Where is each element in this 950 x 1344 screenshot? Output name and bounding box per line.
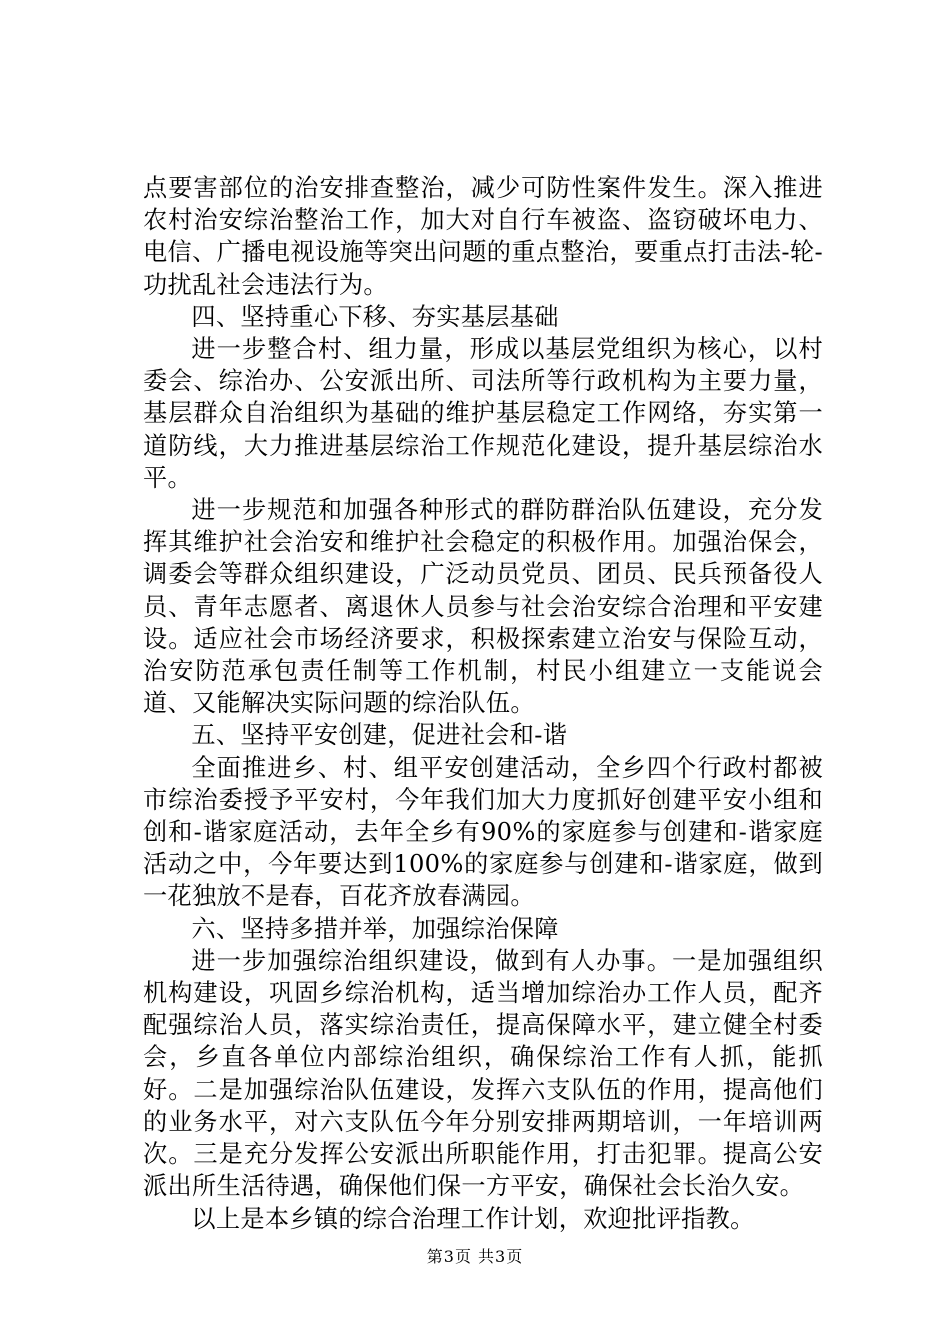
paragraph: 进一步加强综治组织建设，做到有人办事。一是加强组织机构建设，巩固乡综治机构，适当增加综治办工作人员，配齐配强综治人员，落实综治责任，提高保障水平，建立健全村委会，乡直各单位内部综治组织，确保综治工作有人抓，能抓好。二是加强综治队伍建设，发挥六支队伍的作用，提高他们的业务水平，对六支队伍今年分别安排两期培训，一年培训两次。三是充分发挥公安派出所职能作用，打击犯罪。提高公安派出所生活待遇，确保他们保一方平安，确保社会长治久安。 (143, 946, 823, 1201)
section-heading-6: 六、坚持多措并举，加强综治保障 (191, 914, 559, 943)
closing-paragraph: 以上是本乡镇的综合治理工作计划，欢迎批评指教。 (191, 1204, 755, 1233)
paragraph-continuation: 点要害部位的治安排查整治，减少可防性案件发生。深入推进农村治安综治整治工作，加大对自行车被盗、盗窃破坏电力、电信、广播电视设施等突出问题的重点整治，要重点打击法-轮-功扰乱社会违法行为。 (143, 174, 823, 299)
document-body (143, 172, 823, 1235)
section-heading-4: 四、坚持重心下移、夯实基层基础 (191, 302, 559, 331)
paragraph: 进一步整合村、组力量，形成以基层党组织为核心，以村委会、综治办、公安派出所、司法所等行政机构为主要力量，基层群众自治组织为基础的维护基层稳定工作网络，夯实第一道防线，大力推进基层综治工作规范化建设，提升基层综治水平。 (143, 335, 823, 492)
paragraph: 全面推进乡、村、组平安创建活动，全乡四个行政村都被市综治委授予平安村，今年我们加大力度抓好创建平安小组和创和-谐家庭活动，去年全乡有90%的家庭参与创建和-谐家庭活动之中，今年要达到100%的家庭参与创建和-谐家庭，做到一花独放不是春，百花齐放春满园。 (143, 753, 823, 911)
section-heading-5: 五、坚持平安创建，促进社会和-谐 (191, 721, 568, 750)
paragraph: 进一步规范和加强各种形式的群防群治队伍建设，充分发挥其维护社会治安和维护社会稳定的积极作用。加强治保会，调委会等群众组织建设，广泛动员党员、团员、民兵预备役人员、青年志愿者、离退休人员参与社会治安综合治理和平安建设。适应社会市场经济要求，积极探索建立治安与保险互动，治安防范承包责任制等工作机制，村民小组建立一支能说会道、又能解决实际问题的综治队伍。 (143, 496, 823, 718)
page-number-footer: 第3页 共3页 (426, 1247, 524, 1266)
